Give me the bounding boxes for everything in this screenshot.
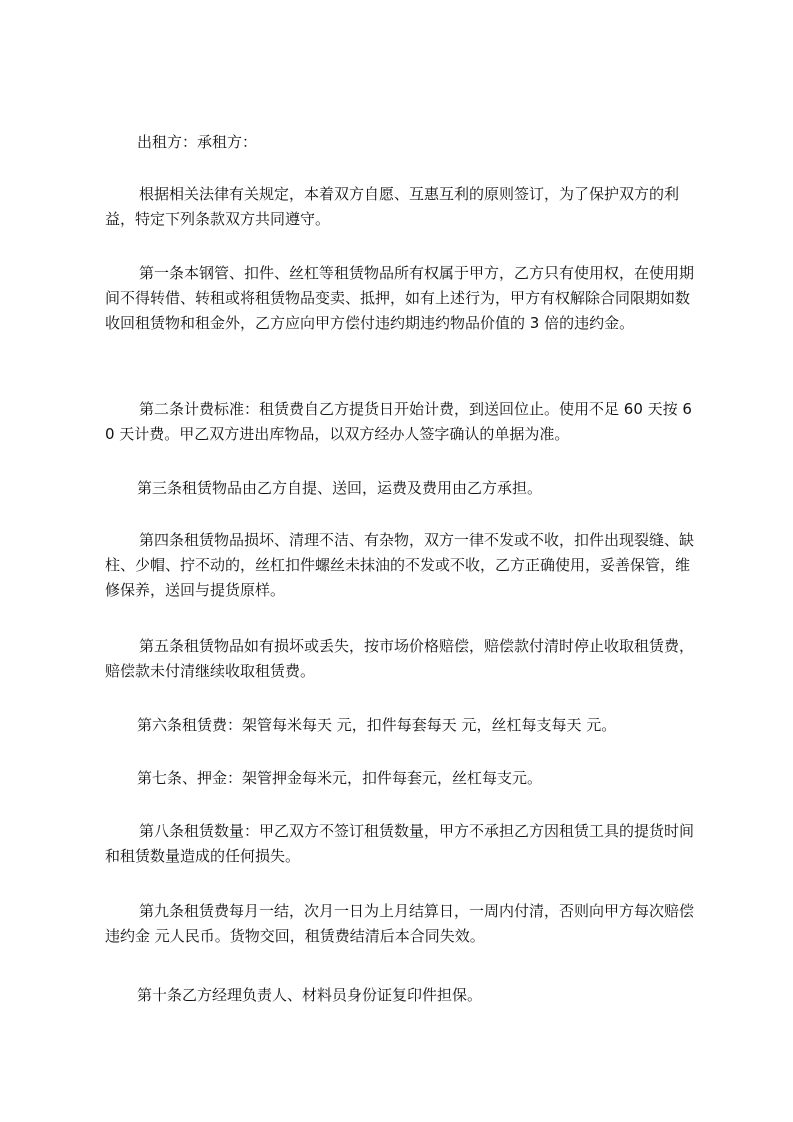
clause-10: 第十条乙方经理负责人、材料员身份证复印件担保。 — [137, 986, 483, 1004]
clause-6: 第六条租赁费：架管每米每天 元，扣件每套每天 元，丝杠每支每天 元。 — [137, 716, 617, 734]
clause-9: 第九条租赁费每月一结，次月一日为上月结算日，一周内付清，否则向甲方每次赔偿违约金 元人民币。货物交回，租赁费结清后本合同失效。 — [105, 902, 695, 945]
clause-3: 第三条租赁物品由乙方自提、送回，运费及费用由乙方承担。 — [137, 479, 543, 497]
clause-7: 第七条、押金：架管押金每米元，扣件每套元，丝杠每支元。 — [137, 769, 543, 787]
clause-5: 第五条租赁物品如有损坏或丢失，按市场价格赔偿，赔偿款付清时停止收取租赁费，赔偿款未付清继续收取租赁费。 — [105, 637, 695, 680]
parties-line: 出租方：承租方： — [137, 133, 258, 151]
clause-1: 第一条本钢管、扣件、丝杠等租赁物品所有权属于甲方，乙方只有使用权，在使用期间不得转借、转租或将租赁物品变卖、抵押，如有上述行为，甲方有权解除合同限期如数收回租赁物和租金外，乙方应向甲方偿付违约期违约物品价值的 3 倍的违约金。 — [105, 264, 695, 332]
clause-8: 第八条租赁数量：甲乙双方不签订租赁数量，甲方不承担乙方因租赁工具的提货时间和租赁数量造成的任何损失。 — [105, 822, 695, 865]
preamble-paragraph: 根据相关法律有关规定，本着双方自愿、互惠互利的原则签订，为了保护双方的利益，特定下列条款双方共同遵守。 — [105, 185, 680, 228]
clause-2: 第二条计费标准：租赁费自乙方提货日开始计费，到送回位止。使用不足 60 天按 60 天计费。甲乙双方进出库物品，以双方经办人签字确认的单据为准。 — [105, 400, 692, 443]
clause-4: 第四条租赁物品损坏、清理不洁、有杂物，双方一律不发或不收，扣件出现裂缝、缺柱、少帽、拧不动的，丝杠扣件螺丝未抹油的不发或不收，乙方正确使用，妥善保管，维修保养，送回与提货原样。 — [105, 531, 695, 599]
